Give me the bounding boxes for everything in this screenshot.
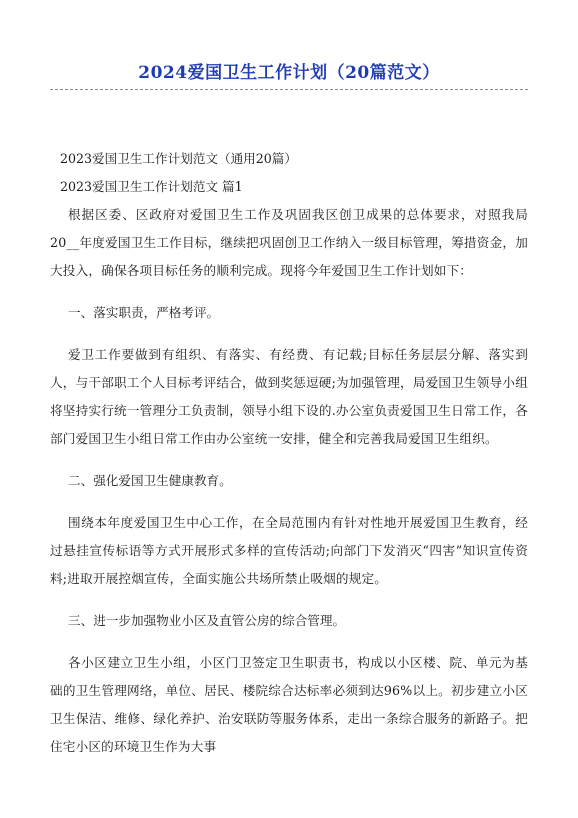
- document-title: 2024爱国卫生工作计划（20篇范文）: [138, 63, 440, 83]
- document-body: [50, 145, 528, 761]
- intro-paragraph: 根据区委、区政府对爱国卫生工作及巩固我区创卫成果的总体要求，对照我局20__年度爱国卫生工作目标，继续把巩固创卫工作纳入一级目标管理，筹措资金，加大投入，确保各项目标任务的顺利完成。现将今年爱国卫生工作计划如下：: [50, 207, 528, 278]
- heading-2: 二、强化爱国卫生健康教育。: [68, 473, 232, 488]
- paragraph-3: 各小区建立卫生小组，小区门卫签定卫生职责书，构成以小区楼、院、单元为基础的卫生管理网络，单位、居民、楼院综合达标率必须到达96%以上。初步建立小区卫生保洁、维修、绿化养护、治安联防等服务体系，走出一条综合服务的新路子。把住宅小区的环境卫生作为大事: [50, 655, 528, 754]
- title-divider: [50, 89, 528, 90]
- heading-3: 三、进一步加强物业小区及直管公房的综合管理。: [68, 613, 346, 628]
- paragraph-1: 爱卫工作要做到有组织、有落实、有经费、有记载;目标任务层层分解、落实到人，与干部职工个人目标考评结合，做到奖惩逗硬;为加强管理，局爱国卫生领导小组将坚持实行统一管理分工负责制，领导小组下设的.办公室负责爱国卫生日常工作，各部门爱国卫生小组日常工作由办公室统一安排，健全和完善我局爱国卫生组织。: [50, 347, 528, 446]
- heading-1: 一、落实职责，严格考评。: [68, 305, 220, 320]
- document-subtitle: 2023爱国卫生工作计划范文（通用20篇）: [60, 151, 297, 166]
- paragraph-2: 围绕本年度爱国卫生中心工作，在全局范围内有针对性地开展爱国卫生教育，经过悬挂宣传标语等方式开展形式多样的宣传活动;向部门下发消灭“四害”知识宣传资料;进取开展控烟宣传，全面实施公共场所禁止吸烟的规定。: [50, 515, 528, 586]
- section-title: 2023爱国卫生工作计划范文 篇1: [60, 179, 243, 194]
